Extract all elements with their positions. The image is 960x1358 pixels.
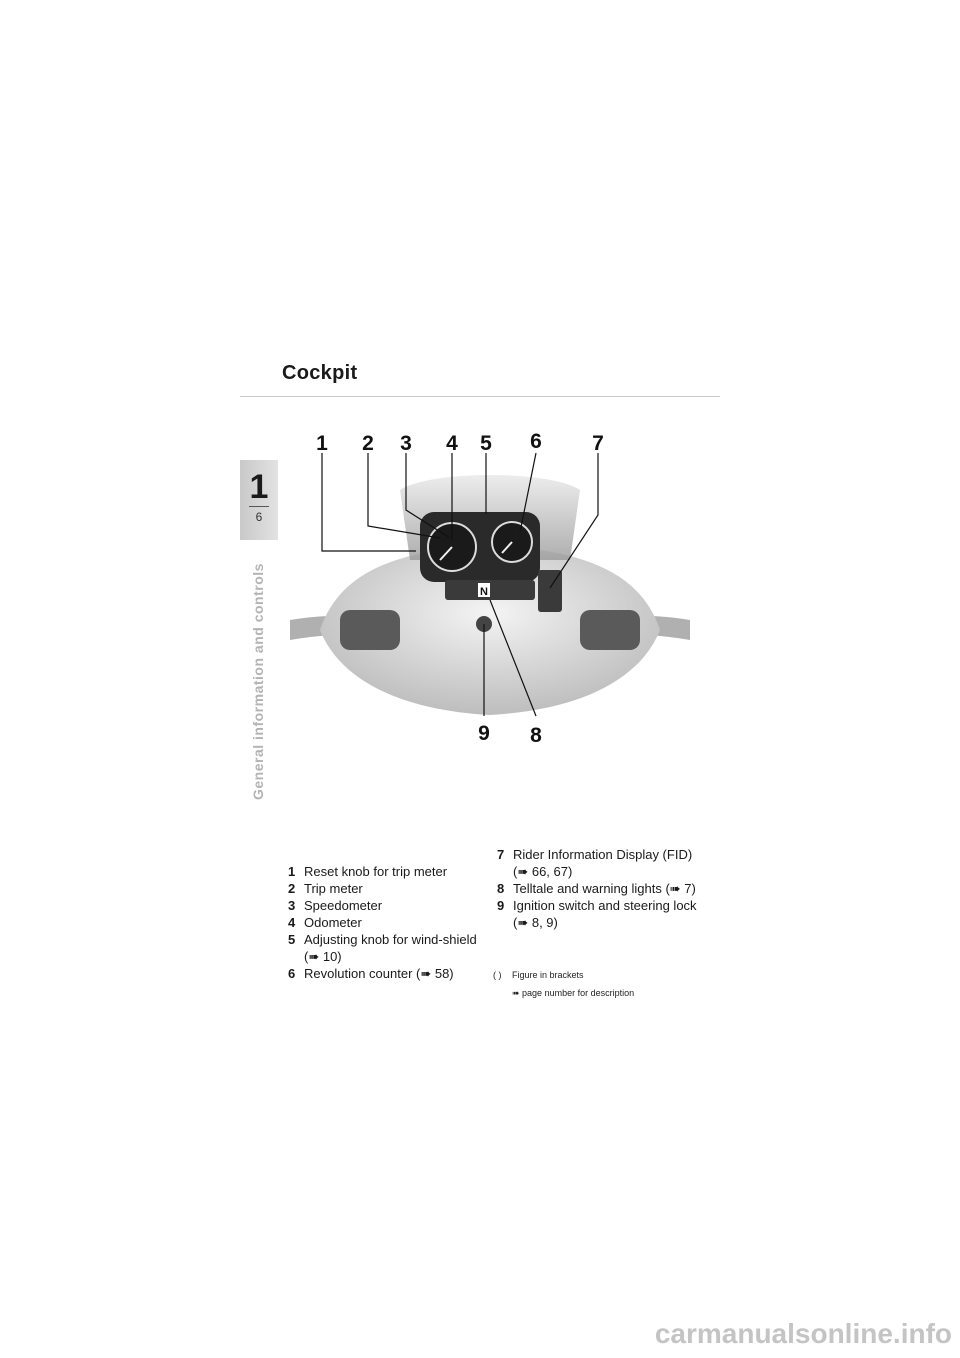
legend-text: Telltale and warning lights (➠ 7) [513, 881, 696, 896]
chapter-number: 1 [249, 468, 269, 506]
legend-text: Trip meter [304, 881, 363, 896]
watermark: carmanualsonline.info [654, 1318, 952, 1349]
callout-3: 3 [400, 432, 412, 455]
callout-7: 7 [592, 432, 604, 455]
legend-number: 1 [288, 864, 296, 879]
legend-item [288, 931, 478, 965]
callout-1: 1 [316, 432, 328, 455]
legend-text: Revolution counter (➠ 58) [304, 966, 454, 981]
legend-text: Speedometer [304, 898, 383, 913]
bracket-symbol: ( ) [493, 970, 502, 980]
legend-left [288, 846, 478, 982]
chapter-tab [240, 460, 278, 540]
chapter-tab-divider [249, 506, 269, 507]
callout-8: 8 [530, 724, 542, 747]
callout-2: 2 [362, 432, 374, 455]
legend-number: 7 [497, 847, 505, 862]
legend-right [497, 846, 697, 931]
callout-4: 4 [446, 432, 458, 455]
legend-text: Adjusting knob for wind-shield (➠ 10) [304, 932, 477, 964]
right-switch-housing [580, 610, 640, 650]
legend-number: 8 [497, 881, 505, 896]
bracket-note [493, 970, 584, 980]
legend-number: 3 [288, 898, 296, 913]
legend-item [497, 846, 697, 880]
legend-item [288, 914, 478, 931]
callout-9: 9 [478, 722, 490, 745]
page-title: Cockpit [282, 362, 358, 384]
title-divider [240, 396, 720, 397]
legend-item [288, 965, 478, 982]
legend-text: Ignition switch and steering lock (➠ 8, 9) [513, 898, 697, 930]
legend-number: 2 [288, 881, 296, 896]
legend-item [288, 897, 478, 914]
neutral-indicator: N [480, 586, 488, 598]
page-number: 6 [255, 510, 263, 524]
legend-item [497, 880, 697, 897]
callout-5: 5 [480, 432, 492, 455]
legend-text: Reset knob for trip meter [304, 864, 448, 879]
cockpit-illustration [280, 420, 700, 760]
section-label: General information and controls [250, 563, 266, 800]
callout-6: 6 [530, 430, 542, 453]
page-ref-note: ➠ page number for description [512, 988, 635, 998]
legend-number: 6 [288, 966, 296, 981]
left-switch-housing [340, 610, 400, 650]
legend-text: Rider Information Display (FID) (➠ 66, 67) [513, 847, 693, 879]
legend-number: 4 [288, 915, 296, 930]
legend-item [497, 897, 697, 931]
legend-number: 9 [497, 898, 505, 913]
bracket-note-text: Figure in brackets [512, 970, 584, 980]
legend-item [288, 880, 478, 897]
legend-item [288, 863, 478, 880]
legend-text: Odometer [304, 915, 362, 930]
legend-number: 5 [288, 932, 296, 947]
